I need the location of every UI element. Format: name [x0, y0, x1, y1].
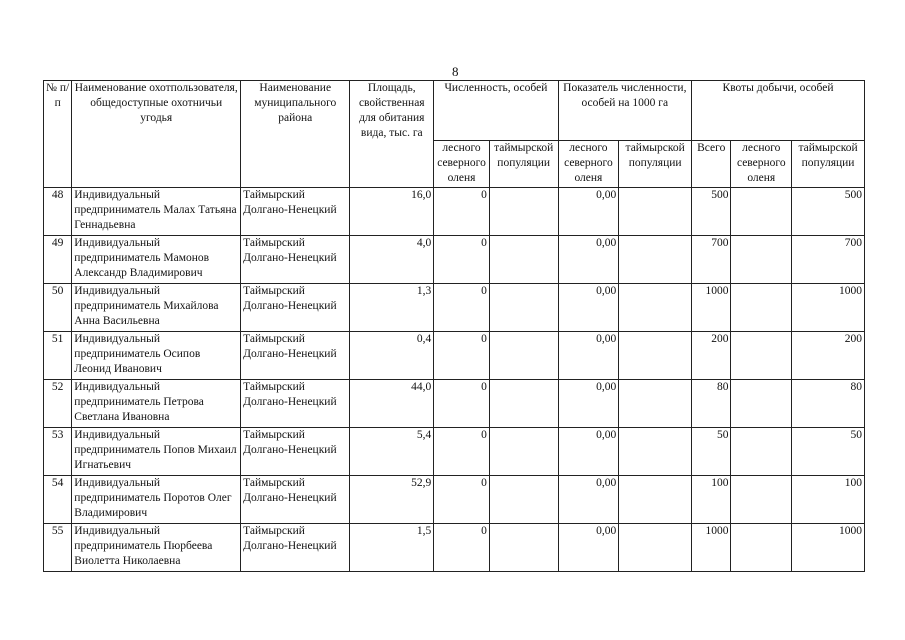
quota-total: 100 [692, 476, 731, 524]
district-name: Таймырский Долгано-Ненецкий [241, 428, 350, 476]
population-taimyr [489, 428, 558, 476]
density-taimyr [619, 476, 692, 524]
area-value: 5,4 [350, 428, 434, 476]
row-number: 52 [44, 380, 72, 428]
district-name: Таймырский Долгано-Ненецкий [241, 284, 350, 332]
quota-taimyr: 1000 [792, 284, 865, 332]
area-value: 0,4 [350, 332, 434, 380]
quota-forest [731, 188, 792, 236]
quota-total: 50 [692, 428, 731, 476]
quota-forest [731, 380, 792, 428]
quota-taimyr: 200 [792, 332, 865, 380]
density-forest: 0,00 [558, 332, 619, 380]
area-value: 52,9 [350, 476, 434, 524]
table-row [44, 188, 865, 236]
row-number: 49 [44, 236, 72, 284]
table-row [44, 524, 865, 572]
density-taimyr [619, 188, 692, 236]
population-forest: 0 [434, 332, 490, 380]
header-quota-total: Всего [692, 141, 731, 188]
hunting-user-name: Индивидуальный предприниматель Осипов Леонид Иванович [72, 332, 241, 380]
density-taimyr [619, 524, 692, 572]
population-forest: 0 [434, 284, 490, 332]
quota-taimyr: 50 [792, 428, 865, 476]
quota-total: 200 [692, 332, 731, 380]
quota-total: 500 [692, 188, 731, 236]
hunting-user-name: Индивидуальный предприниматель Пюрбеева Виолетта Николаевна [72, 524, 241, 572]
quota-taimyr: 500 [792, 188, 865, 236]
header-population: Численность, особей [434, 81, 558, 141]
area-value: 1,3 [350, 284, 434, 332]
row-number: 48 [44, 188, 72, 236]
hunting-user-name: Индивидуальный предприниматель Поротов Олег Владимирович [72, 476, 241, 524]
row-number: 53 [44, 428, 72, 476]
hunting-user-name: Индивидуальный предприниматель Мамонов Александр Владимирович [72, 236, 241, 284]
quota-taimyr: 80 [792, 380, 865, 428]
header-pop-forest: лесного северного оленя [434, 141, 490, 188]
table-row [44, 236, 865, 284]
density-taimyr [619, 284, 692, 332]
quota-total: 1000 [692, 284, 731, 332]
hunting-user-name: Индивидуальный предприниматель Михайлова Анна Васильевна [72, 284, 241, 332]
area-value: 1,5 [350, 524, 434, 572]
quota-total: 1000 [692, 524, 731, 572]
table-row [44, 428, 865, 476]
table-row [44, 332, 865, 380]
quota-total: 700 [692, 236, 731, 284]
district-name: Таймырский Долгано-Ненецкий [241, 188, 350, 236]
header-area: Площадь, свойственная для обитания вида, тыс. га [350, 81, 434, 188]
quota-total: 80 [692, 380, 731, 428]
page-number: 8 [452, 64, 459, 79]
district-name: Таймырский Долгано-Ненецкий [241, 332, 350, 380]
row-number: 51 [44, 332, 72, 380]
header-user: Наименование охотпользователя, общедоступные охотничьи угодья [72, 81, 241, 188]
district-name: Таймырский Долгано-Ненецкий [241, 476, 350, 524]
quota-forest [731, 428, 792, 476]
population-forest: 0 [434, 524, 490, 572]
area-value: 4,0 [350, 236, 434, 284]
density-forest: 0,00 [558, 236, 619, 284]
density-forest: 0,00 [558, 188, 619, 236]
density-taimyr [619, 428, 692, 476]
quota-taimyr: 700 [792, 236, 865, 284]
quota-forest [731, 236, 792, 284]
area-value: 16,0 [350, 188, 434, 236]
population-taimyr [489, 380, 558, 428]
population-taimyr [489, 332, 558, 380]
header-quota: Квоты добычи, особей [692, 81, 865, 141]
population-forest: 0 [434, 188, 490, 236]
table-row [44, 476, 865, 524]
table-row [44, 284, 865, 332]
header-pop-taimyr: таймырской популяции [489, 141, 558, 188]
population-forest: 0 [434, 380, 490, 428]
header-quota-taimyr: таймырской популяции [792, 141, 865, 188]
density-forest: 0,00 [558, 428, 619, 476]
header-dens-taimyr: таймырской популяции [619, 141, 692, 188]
density-taimyr [619, 236, 692, 284]
population-forest: 0 [434, 236, 490, 284]
population-forest: 0 [434, 476, 490, 524]
table-row [44, 380, 865, 428]
header-dens-forest: лесного северного оленя [558, 141, 619, 188]
density-forest: 0,00 [558, 284, 619, 332]
header-quota-forest: лесного северного оленя [731, 141, 792, 188]
district-name: Таймырский Долгано-Ненецкий [241, 236, 350, 284]
header-district: Наименование муниципального района [241, 81, 350, 188]
quota-forest [731, 332, 792, 380]
quota-taimyr: 1000 [792, 524, 865, 572]
population-taimyr [489, 236, 558, 284]
population-taimyr [489, 188, 558, 236]
quota-forest [731, 524, 792, 572]
hunting-user-name: Индивидуальный предприниматель Петрова Светлана Ивановна [72, 380, 241, 428]
row-number: 50 [44, 284, 72, 332]
population-taimyr [489, 476, 558, 524]
hunting-user-name: Индивидуальный предприниматель Попов Михаил Игнатьевич [72, 428, 241, 476]
density-taimyr [619, 380, 692, 428]
hunting-user-name: Индивидуальный предприниматель Малах Татьяна Геннадьевна [72, 188, 241, 236]
density-taimyr [619, 332, 692, 380]
density-forest: 0,00 [558, 476, 619, 524]
area-value: 44,0 [350, 380, 434, 428]
quota-forest [731, 476, 792, 524]
header-num: № п/п [44, 81, 72, 188]
district-name: Таймырский Долгано-Ненецкий [241, 380, 350, 428]
density-forest: 0,00 [558, 380, 619, 428]
population-forest: 0 [434, 428, 490, 476]
row-number: 54 [44, 476, 72, 524]
density-forest: 0,00 [558, 524, 619, 572]
population-taimyr [489, 284, 558, 332]
district-name: Таймырский Долгано-Ненецкий [241, 524, 350, 572]
row-number: 55 [44, 524, 72, 572]
header-density: Показатель численности, особей на 1000 га [558, 81, 691, 141]
population-taimyr [489, 524, 558, 572]
quota-forest [731, 284, 792, 332]
quota-taimyr: 100 [792, 476, 865, 524]
quota-table [43, 80, 865, 572]
